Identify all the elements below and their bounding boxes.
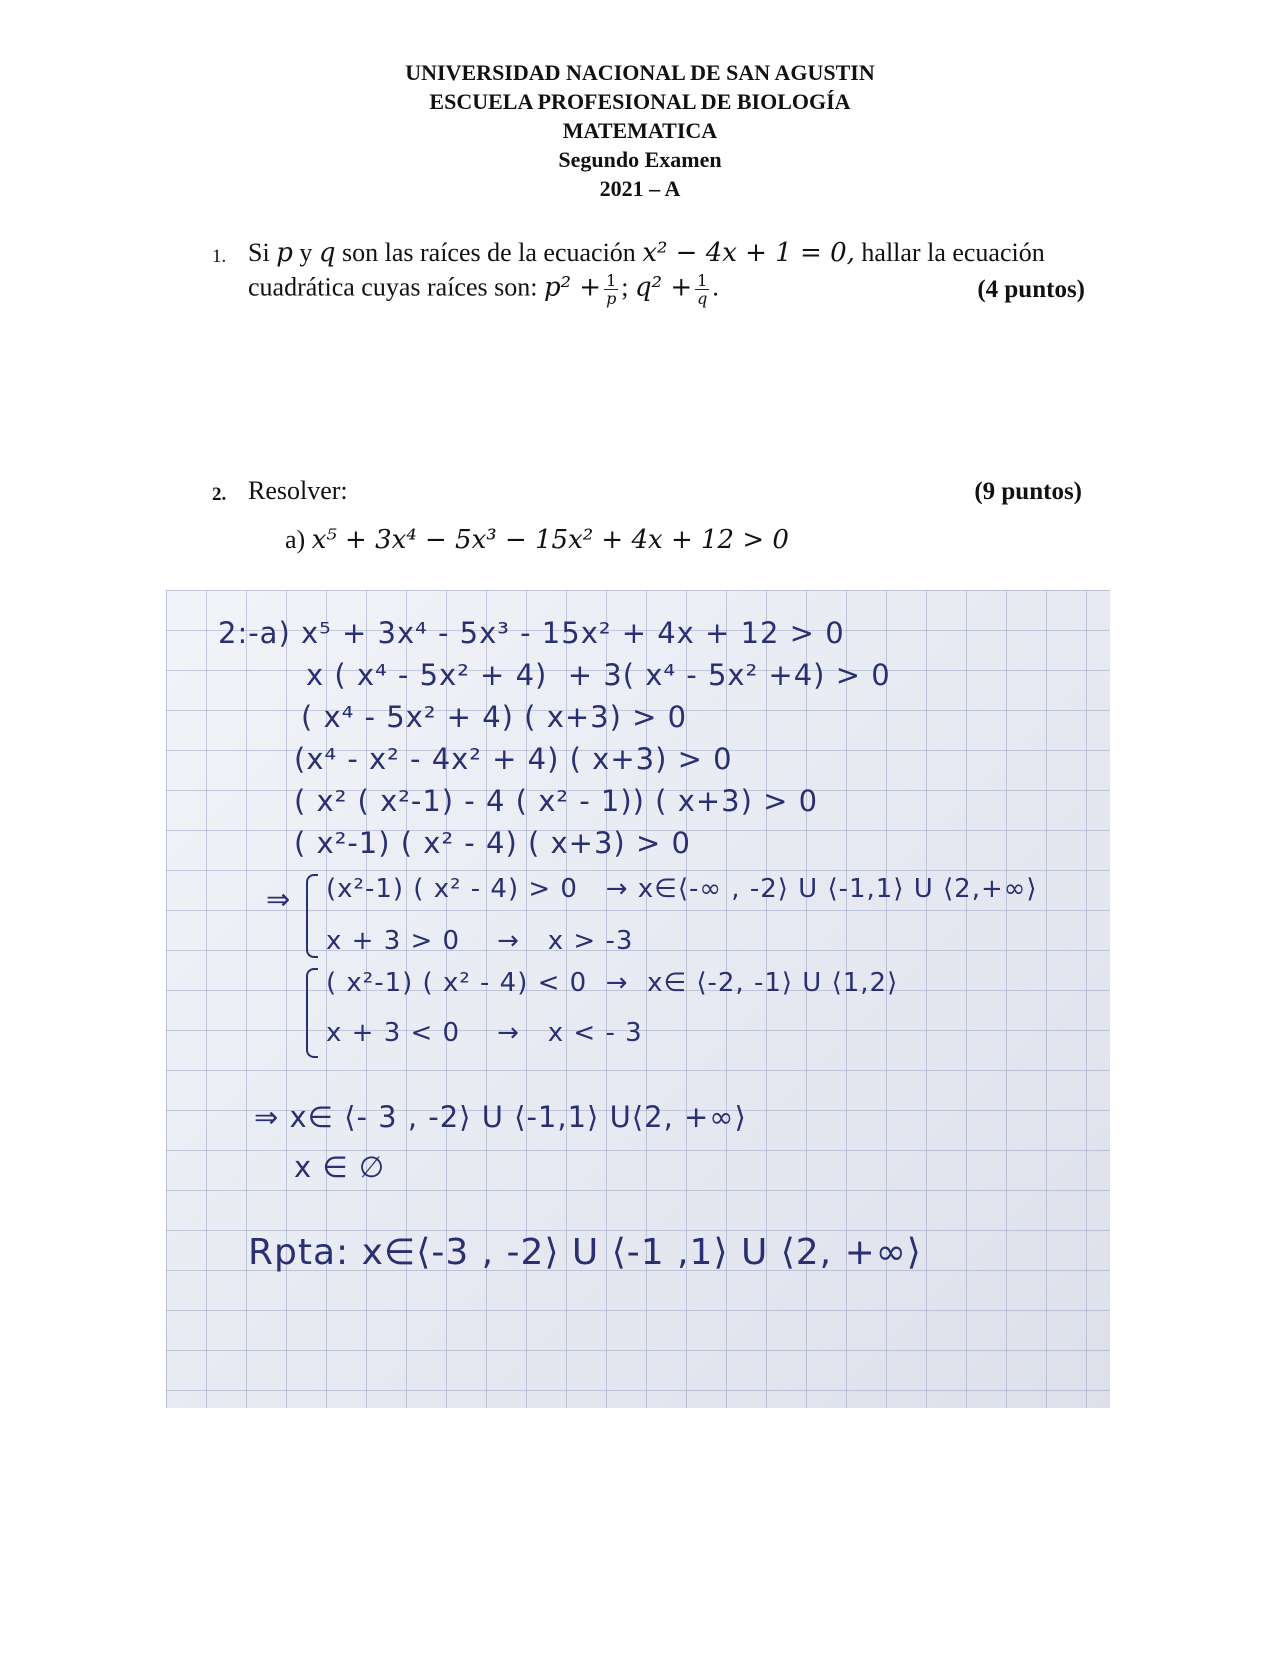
system-brace-1 xyxy=(306,874,318,958)
q1-text-si: Si xyxy=(248,238,277,267)
q1-root-2: q² + xyxy=(635,272,693,303)
question-2-text: Resolver: xyxy=(248,476,348,505)
exam-header xyxy=(0,58,1280,203)
hw-line-9: ( x²-1) ( x² - 4) < 0 → x∈ ⟨-2, -1⟩ U ⟨1,2⟩ xyxy=(326,968,899,998)
q1-fraction-q xyxy=(695,272,709,307)
hw-line-2: x ( x⁴ - 5x² + 4) + 3( x⁴ - 5x² +4) > 0 xyxy=(306,658,891,692)
system-brace-2 xyxy=(306,968,318,1058)
q1-root-1: p² + xyxy=(543,272,602,303)
handwritten-solution-photo xyxy=(166,590,1110,1408)
q1-text-end: hallar la ecuación xyxy=(854,238,1045,267)
subject-name: MATEMATICA xyxy=(562,118,718,143)
university-name: UNIVERSIDAD NACIONAL DE SAN AGUSTIN xyxy=(405,60,875,85)
hw-line-3: ( x⁴ - 5x² + 4) ( x+3) > 0 xyxy=(301,700,688,734)
exam-title: Segundo Examen xyxy=(558,147,722,172)
q1-var-p: p xyxy=(276,238,293,268)
q1-frac-num-2: 1 xyxy=(697,271,708,290)
q1-root-sep: ; xyxy=(621,272,636,302)
q1-frac-den-q: q xyxy=(697,289,708,308)
question-2-points: (9 puntos) xyxy=(974,478,1082,505)
question-2-part-a xyxy=(285,525,789,555)
hw-line-12: x ∈ ∅ xyxy=(294,1150,386,1184)
hw-line-5: ( x² ( x²-1) - 4 ( x² - 1)) ( x+3) > 0 xyxy=(294,784,819,818)
exam-term: 2021 – A xyxy=(599,176,681,201)
question-1-line-1 xyxy=(248,238,1045,268)
hw-line-1: 2:-a) x⁵ + 3x⁴ - 5x³ - 15x² + 4x + 12 > 0 xyxy=(218,616,845,650)
q1-text-roots: cuadrática cuyas raíces son: xyxy=(248,272,544,302)
hw-line-6: ( x²-1) ( x² - 4) ( x+3) > 0 xyxy=(294,826,691,860)
q1-frac-den-p: p xyxy=(606,289,617,308)
hw-line-4: (x⁴ - x² - 4x² + 4) ( x+3) > 0 xyxy=(294,742,733,776)
question-1-points: (4 puntos) xyxy=(977,276,1085,303)
part-a-expression: x⁵ + 3x⁴ − 5x³ − 15x² + 4x + 12 > 0 xyxy=(311,525,789,555)
hw-line-8: x + 3 > 0 → x > -3 xyxy=(326,926,634,956)
hw-line-7: (x²-1) ( x² - 4) > 0 → x∈⟨-∞ , -2⟩ U ⟨-1,1⟩ U ⟨2,+∞⟩ xyxy=(326,874,1038,904)
hw-line-10: x + 3 < 0 → x < - 3 xyxy=(326,1018,643,1048)
q1-text-y: y xyxy=(292,238,319,267)
school-name: ESCUELA PROFESIONAL DE BIOLOGÍA xyxy=(429,89,851,114)
question-2-number: 2. xyxy=(212,484,227,505)
q1-frac-num-1: 1 xyxy=(606,271,617,290)
hw-implies-1: ⇒ xyxy=(266,882,292,916)
question-1-number: 1. xyxy=(212,246,227,267)
q1-period: . xyxy=(712,272,719,302)
q1-text-mid: son las raíces de la ecuación xyxy=(335,238,643,267)
q1-equation: x² − 4x + 1 = 0, xyxy=(642,238,855,268)
question-1-line-2 xyxy=(248,272,719,307)
part-a-label: a) xyxy=(285,525,306,554)
hw-line-11: ⇒ x∈ ⟨- 3 , -2⟩ U ⟨-1,1⟩ U⟨2, +∞⟩ xyxy=(254,1100,747,1134)
q1-var-q: q xyxy=(318,238,336,268)
hw-answer: Rpta: x∈⟨-3 , -2⟩ U ⟨-1 ,1⟩ U ⟨2, +∞⟩ xyxy=(248,1232,922,1273)
q1-fraction-p xyxy=(604,272,618,307)
